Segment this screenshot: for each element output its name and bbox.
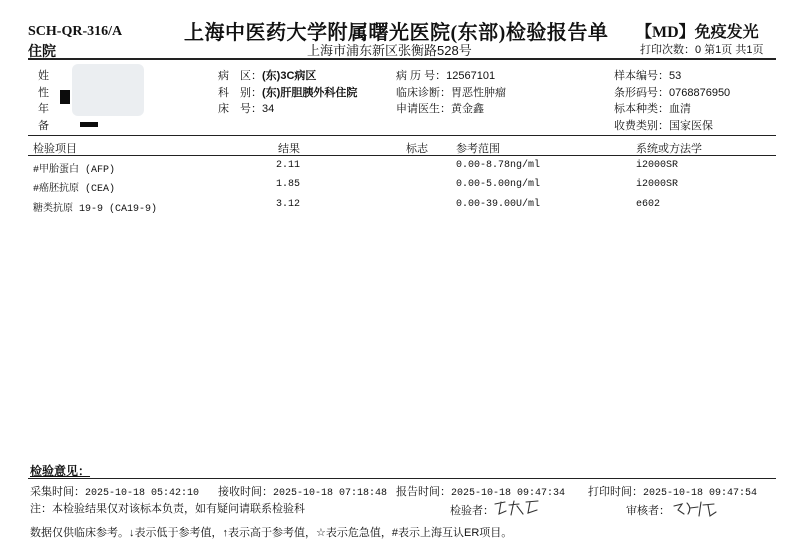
print-time-value: 2025-10-18 09:47:54 — [643, 488, 758, 499]
form-code: SCH-QR-316/A — [28, 24, 123, 39]
info-divider — [28, 135, 776, 136]
row-method: e602 — [636, 199, 661, 210]
ward-value: (东)3C病区 — [262, 70, 317, 82]
row-method: i2000SR — [636, 179, 679, 190]
col-result-header: 结果 — [278, 143, 300, 155]
name-label: 姓 — [38, 70, 49, 82]
collect-time-value: 2025-10-18 05:42:10 — [85, 488, 200, 499]
table-header-divider — [28, 155, 776, 156]
record-field — [396, 67, 495, 83]
note-label: 备 — [38, 120, 49, 132]
ward-label: 病 区： — [218, 70, 262, 82]
col-flag-header: 标志 — [406, 143, 428, 155]
redaction-mark — [80, 122, 98, 127]
sample-no-value: 53 — [669, 70, 682, 82]
dept-field — [218, 84, 357, 100]
diagnosis-value: 胃恶性肿瘤 — [451, 87, 506, 99]
col-item-header: 检验项目 — [33, 143, 77, 155]
row-result: 1.85 — [276, 179, 301, 190]
print-info: 打印次数：0 第1页 共1页 — [640, 44, 764, 56]
collect-time-field — [30, 483, 199, 499]
row-method: i2000SR — [636, 160, 679, 171]
row-result: 3.12 — [276, 199, 301, 210]
barcode-value: 0768876950 — [669, 87, 731, 99]
form-type: 住院 — [28, 45, 56, 60]
dept-value: (东)肝胆胰外科住院 — [262, 87, 358, 99]
redacted-patient-info — [72, 64, 144, 116]
doctor-label: 申请医生： — [396, 103, 451, 115]
bed-label: 床 号： — [218, 103, 262, 115]
col-method-header: 系统或方法学 — [636, 143, 702, 155]
diagnosis-label: 临床诊断： — [396, 87, 451, 99]
col-range-header: 参考范围 — [456, 143, 500, 155]
sample-no-field — [614, 67, 681, 83]
header-divider — [28, 58, 776, 60]
tester-label: 检验者： — [450, 505, 494, 517]
record-label: 病 历 号： — [396, 70, 447, 82]
diagnosis-field — [396, 84, 506, 100]
record-value: 12567101 — [446, 70, 496, 82]
legend-text: 数据仅供临床参考。↓表示低于参考值，↑表示高于参考值，☆表示危急值，#表示上海互认ER项目。 — [30, 527, 513, 539]
row-range: 0.00-8.78ng/ml — [456, 160, 541, 171]
sample-type-label: 标本种类： — [614, 103, 669, 115]
fee-label: 收费类别： — [614, 120, 669, 132]
receive-time-field — [218, 483, 387, 499]
barcode-label: 条形码号： — [614, 87, 669, 99]
receive-time-value: 2025-10-18 07:18:48 — [273, 488, 388, 499]
department-code: 【MD】 — [636, 24, 695, 41]
row-range: 0.00-39.00U/ml — [456, 199, 541, 210]
ward-field — [218, 67, 316, 83]
sample-no-label: 样本编号： — [614, 70, 669, 82]
department-name: 免疫发光 — [694, 24, 759, 41]
bed-field — [218, 100, 274, 116]
row-item: #甲胎蛋白 (AFP) — [33, 165, 116, 176]
age-label: 年 — [38, 103, 49, 115]
row-item: 糖类抗原 19-9 (CA19-9) — [33, 204, 158, 215]
report-time-value: 2025-10-18 09:47:34 — [451, 488, 566, 499]
sample-type-value: 血清 — [669, 103, 691, 115]
gender-label: 性 — [38, 87, 49, 99]
row-result: 2.11 — [276, 160, 301, 171]
print-time-label: 打印时间： — [588, 486, 643, 498]
dept-label: 科 别： — [218, 87, 262, 99]
row-range: 0.00-5.00ng/ml — [456, 179, 541, 190]
opinion-label: 检验意见： — [30, 464, 91, 478]
receive-time-label: 接收时间： — [218, 486, 273, 498]
sample-type-field — [614, 100, 691, 116]
row-item: #癌胚抗原 (CEA) — [33, 184, 116, 195]
fee-value: 国家医保 — [669, 120, 713, 132]
collect-time-label: 采集时间： — [30, 486, 85, 498]
department-badge — [636, 19, 759, 42]
table-row — [0, 160, 794, 176]
doctor-value: 黄金鑫 — [451, 103, 484, 115]
disclaimer-note: 注：本检验结果仅对该标本负责，如有疑问请联系检验科 — [30, 503, 305, 515]
hospital-title: 上海中医药大学附属曙光医院(东部)检验报告单 — [184, 22, 609, 44]
fee-field — [614, 117, 713, 133]
footer-divider — [28, 478, 776, 479]
barcode-field — [614, 84, 730, 100]
table-row — [0, 199, 794, 215]
hospital-address: 上海市浦东新区张衡路528号 — [307, 43, 472, 58]
reviewer-label: 审核者： — [626, 505, 670, 517]
report-time-label: 报告时间： — [396, 486, 451, 498]
reviewer-signature — [670, 496, 720, 520]
table-row — [0, 179, 794, 195]
tester-signature — [492, 496, 542, 518]
redaction-mark — [60, 90, 70, 104]
doctor-field — [396, 100, 484, 116]
bed-value: 34 — [262, 103, 275, 115]
